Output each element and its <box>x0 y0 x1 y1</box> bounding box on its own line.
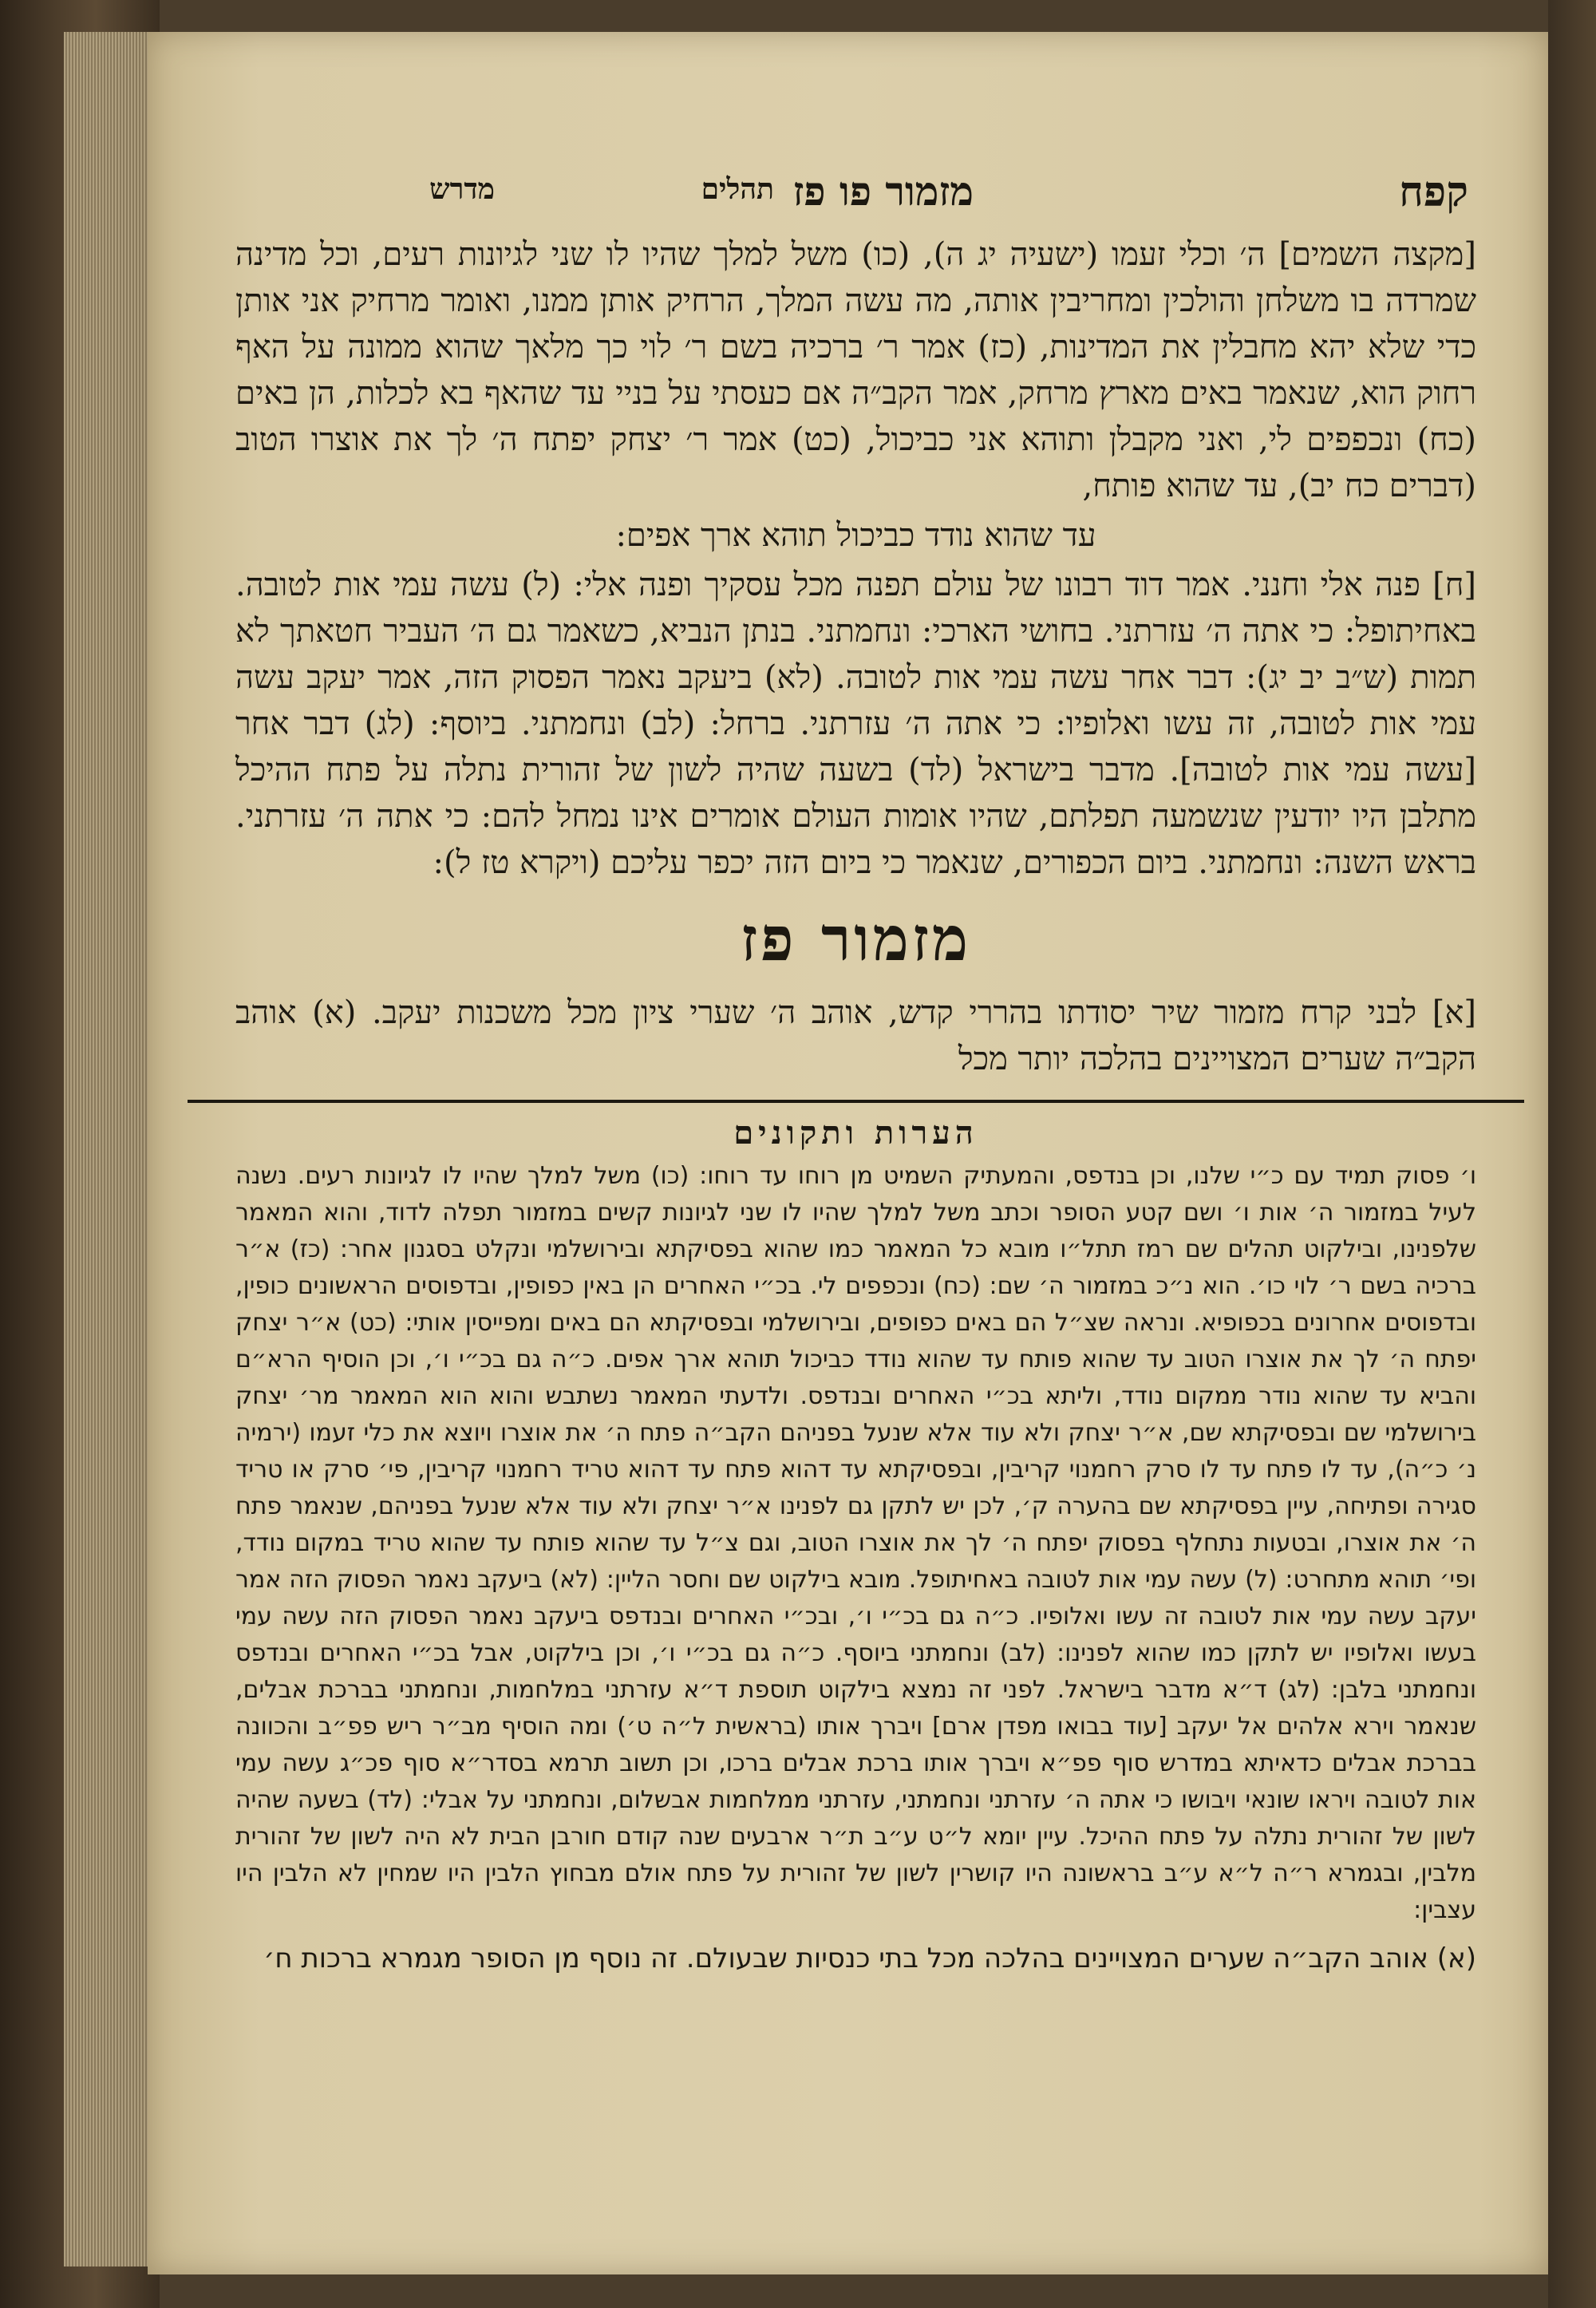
midrash-label: מדרש <box>429 172 495 206</box>
notes-section <box>235 1158 1476 1978</box>
section-divider <box>188 1100 1524 1103</box>
back-cover <box>1548 0 1596 2308</box>
psalm-label: מזמור פו פז <box>792 168 974 215</box>
psalm-section <box>235 990 1476 1082</box>
book-name: תהלים <box>701 172 774 206</box>
page-content <box>235 168 1476 2227</box>
page-number: קפח <box>1399 168 1468 216</box>
notes-text: ו׳ פסוק תמיד עם כ״י שלנו, וכן בנדפס, והמעתיק השמיט מן רוחו עד רוחו: (כו) משל למלך שהיו לו לגיונות רעים. נשנה לעיל במזמור ה׳ אות ו׳ ושם קטע הסופר וכתב משל למלך שהיו לו שני לגיונות קשים במזמור תפלה לדוד, והוא המאמר שלפנינו, ובילקוט תהלים שם רמז תתל״ו מובא כל המאמר כמו שהוא בפסיקתא ובירושלמי ונקלט בסגנון אחר: (כז) א״ר ברכיה בשם ר׳ לוי כו׳. הוא נ״כ במזמור ה׳ שם: (כח) ונכפפים לי. בכ״י האחרים הן באין כפופין, ובדפוסים הראשונים כופין, ובדפוסים אחרונים בכפופיא. ונראה שצ״ל הם באים כפופים, ובירושלמי ובפסיקתא הם באים ומפייסין אותי: (כט) א״ר יצחק יפתח ה׳ לך את אוצרו הטוב עד שהוא פותח עד שהוא נודד כביכול תוהא ארך אפים. כ״ה גם בכ״י ו׳, וכן הוסיף הרא״ם והביא עד שהוא נודר ממקום נודד, וליתא בכ״י האחרים ובנדפס. ולדעתי המאמר נשתבש והוא הוא המאמר מר׳ יצחק בירושלמי שם ובפסיקתא שם, א״ר יצחק ולא עוד אלא שנעל בפניהם הקב״ה פתח ה׳ את אוצרו ויוצא את כלי זעמו (ירמיה נ׳ כ״ה), עד לו פתח עד לו סרק רחמנוי קריבין, ובפסיקתא עד דהוא פתח עד דהוא טריד רחמנוי קריבין, פי׳ סרק או טריד סגירה ופתיחה, עיין בפסיקתא שם בהערה ק׳, לכן יש לתקן גם לפנינו א״ר יצחק ולא עוד אלא שנעל בפניהם, שנאמר פתח ה׳ את אוצרו, ובטעות נתחלף בפסוק יפתח ה׳ לך את אוצרו הטוב, וגם צ״ל עד שהוא פותח עד שהוא טריד במקום נודד, ופי׳ תוהא מתחרט: (ל) עשה עמי אות לטובה באחיתופל. מובא בילקוט שם וחסר הליין: (לא) ביעקב נאמר הפסוק הזה אמר יעקב עשה עמי אות לטובה זה עשו ואלופיו. כ״ה גם בכ״י ו׳, ובכ״י האחרים ובנדפס ביעקב נאמר הפסוק הזה עשה עמי בעשו ואלופיו יש לתקן כמו שהוא לפנינו: (לב) ונחמתני ביוסף. כ״ה גם בכ״י ו׳, וכן בילקוט, אבל בכ״י האחרים ובנדפס ונחמתני בלבן: (לג) ד״א מדבר בישראל. לפני זה נמצא בילקוט תוספת ד״א עזרתני במלחמות, ונחמתני בברכת אבלים, שנאמר וירא אלהים אל יעקב [עוד בבואו מפדן ארם] ויברך אותו (בראשית ל״ה ט׳) ומה הוסיף מב״ר ריש פפ״ב והכוונה בברכת אבלים כדאיתא במדרש סוף פפ״א ויברך אותו ברכת אבלים ברכו, וכן תשוב תרמא בסדר״א סוף פכ״ג עשה עמי אות לטובה ויראו שונאי ויבושו כי אתה ה׳ עזרתני ונחמתני, עזרתני ממלחמות אבשלום, ונחמתני על אבלי: (לד) בשעה שהיה לשון של זהורית נתלה על פתח ההיכל. עיין יומא ל״ט ע״ב ת״ר ארבעים שנה קודם חורבן הבית לא היה לשון של זהורית מלבין, ובגמרא ר״ה ל״א ע״ב בראשונה היו קושרין לשון של זהורית על פתח אולם מבחוץ הלבין היו שמחין לא הלבין היו עצבין: <box>235 1162 1476 1924</box>
main-paragraph: עד שהוא נודד כביכול תוהא ארך אפים: <box>615 517 1096 554</box>
main-paragraph: [מקצה השמים] ה׳ וכלי זעמו (ישעיה יג ה), (כו) משל למלך שהיו לו שני לגיונות רעים, וכל מדינה שמרדה בו משלחן והולכין ומחריבין אותה, מה עשה המלך, הרחיק אותן ממנו, ואומר מרחיק אני אותן כדי שלא יהא מחבלין את המדינות, (כז) אמר ר׳ ברכיה בשם ר׳ לוי כך מלאך שהוא ממונה על האף רחוק הוא, שנאמר באים מארץ מרחק, אמר הקב״ה אם כעסתי על בניי עד שהאף בא לכלות, הן באים (כח) ונכפפים לי, ואני מקבלן ותוהא אני כביכול, (כט) אמר ר׳ יצחק יפתח ה׳ לך את אוצרו הטוב (דברים כח יב), עד שהוא פותח, <box>235 236 1477 504</box>
notes-title: הערות ותקונים <box>733 1114 978 1152</box>
page-edges <box>64 32 160 2267</box>
book-page <box>148 32 1548 2274</box>
notes-last: (א) אוהב הקב״ה שערים המצויינים בהלכה מכל בתי כנסיות שבעולם. זה נוסף מן הסופר מגמרא ברכות ח׳ <box>263 1942 1476 1974</box>
main-text <box>235 231 1476 886</box>
main-paragraph: [ח] פנה אלי וחנני. אמר דוד רבונו של עולם תפנה מכל עסקיך ופנה אלי: (ל) עשה עמי אות לטובה. באחיתופל: כי אתה ה׳ עזרתני. בחושי הארכי: ונחמתני. בנתן הנביא, כשאמר גם ה׳ העביר חטאתך לא תמות (ש״ב יב יג): דבר אחר עשה עמי אות לטובה. (לא) ביעקב נאמר הפסוק הזה, אמר יעקב עשה עמי אות לטובה, זה עשו ואלופיו: כי אתה ה׳ עזרתני. ברחל: (לב) ונחמתני. ביוסף: (לג) דבר אחר [עשה עמי אות לטובה]. מדבר בישראל (לד) בשעה שהיה לשון של זהורית נתלה על פתח ההיכל מתלבן היו יודעין שנשמעה תפלתם, שהיו אומות העולם אומרים אינו נמחל להם: כי אתה ה׳ עזרתני. בראש השנה: ונחמתני. ביום הכפורים, שנאמר כי ביום הזה יכפר עליכם (ויקרא טז ל): <box>235 567 1476 881</box>
running-header <box>235 168 1476 231</box>
psalm-text: [א] לבני קרח מזמור שיר יסודתו בהררי קדש, אוהב ה׳ שערי ציון מכל משכנות יעקב. (א) אוהב הקב״ה שערים המצויינים בהלכה יותר מכל <box>235 994 1476 1077</box>
psalm-title: מזמור פז <box>740 903 972 974</box>
